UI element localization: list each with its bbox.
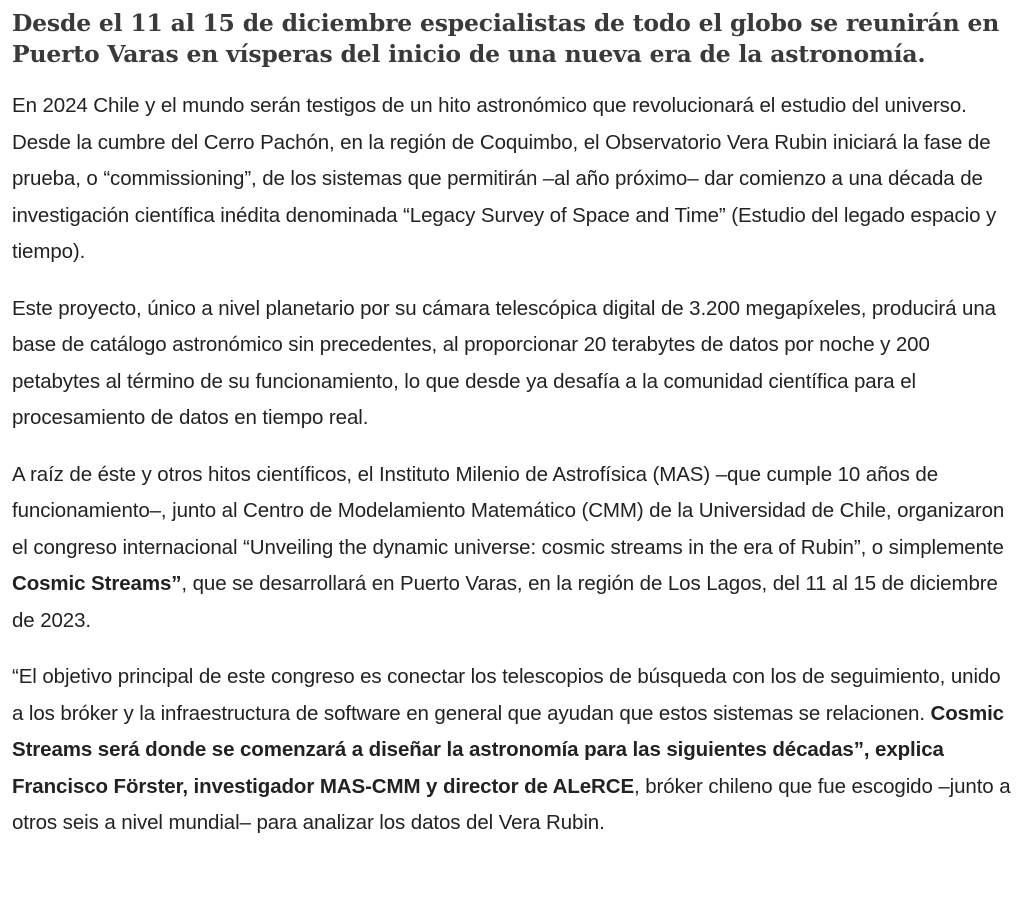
paragraph-3 <box>12 457 1012 640</box>
paragraph-4-text-after: , bróker chileno que fue escogido –junto a otros seis a nivel mundial– para analizar los datos del Vera Rubin. <box>12 774 1011 834</box>
paragraph-2: Este proyecto, único a nivel planetario por su cámara telescópica digital de 3.200 megapíxeles, producirá una base de catálogo astronómico sin precedentes, al proporcionar 20 terabytes de datos por noche y 200 petabytes al término de su funcionamiento, lo que desde ya desafía a la comunidad científica para el procesamiento de datos en tiempo real. <box>12 296 996 429</box>
paragraph-4 <box>12 659 1012 842</box>
paragraph-3-text-after: , que se desarrollará en Puerto Varas, en la región de Los Lagos, del 11 al 15 de diciembre de 2023. <box>12 572 998 632</box>
paragraph-4-text-before: “El objetivo principal de este congreso es conectar los telescopios de búsqueda con los de seguimiento, unido a los bróker y la infraestructura de software en general que ayudan que estos sistemas se relacionen. <box>12 665 1001 725</box>
paragraph-1: En 2024 Chile y el mundo serán testigos de un hito astronómico que revolucionará el estudio del universo. Desde la cumbre del Cerro Pachón, en la región de Coquimbo, el Observatorio Vera Rubin iniciará la fase de prueba, o “commissioning”, de los sistemas que permitirán –al año próximo– dar comienzo a una década de investigación científica inédita denominada “Legacy Survey of Space and Time” (Estudio del legado espacio y tiempo). <box>12 94 997 263</box>
paragraph-4-bold-quote: Cosmic Streams será donde se comenzará a diseñar la astronomía para las siguientes décadas”, explica Francisco Förster, investigador MAS-CMM y director de ALeRCE <box>12 701 1004 798</box>
paragraph-3-bold-event-name: Cosmic Streams” <box>12 572 182 595</box>
paragraph-3-text-before: A raíz de éste y otros hitos científicos, el Instituto Milenio de Astrofísica (MAS) –que cumple 10 años de funcionamiento–, junto al Centro de Modelamiento Matemático (CMM) de la Universidad de Chile, organizaron el congreso internacional “Unveiling the dynamic universe: cosmic streams in the era of Rubin”, o simplemente <box>12 462 1005 559</box>
article-headline: Desde el 11 al 15 de diciembre especialistas de todo el globo se reunirán en Puerto Varas en vísperas del inicio de una nueva era de la astronomía. <box>12 9 1000 68</box>
